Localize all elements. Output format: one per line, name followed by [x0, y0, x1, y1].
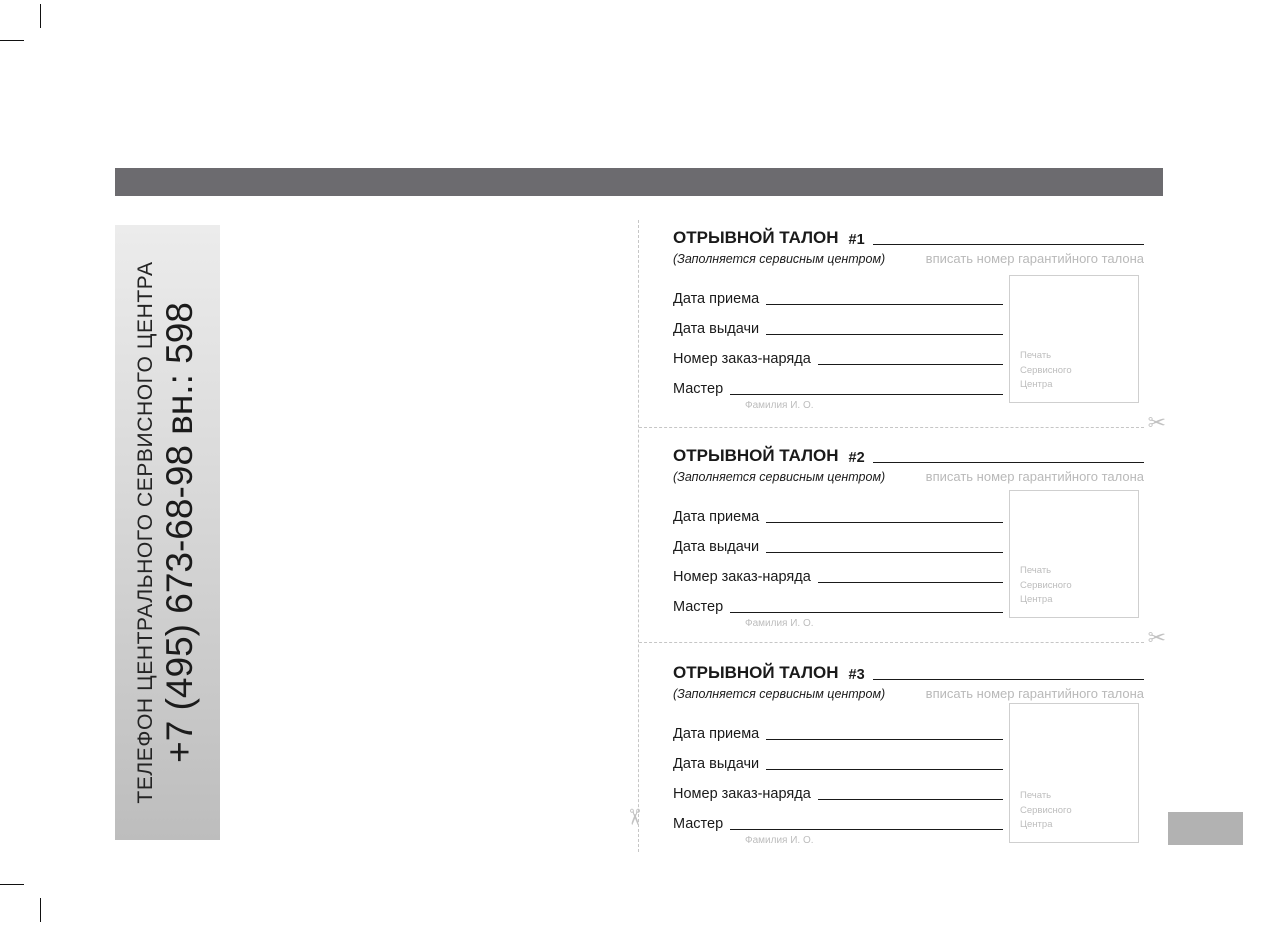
phone-sidebar	[115, 225, 220, 840]
coupon-subtitle: (Заполняется сервисным центром)	[673, 470, 886, 484]
field-label: Дата приема	[673, 726, 760, 742]
scissors-icon: ✂	[622, 807, 648, 827]
stamp-label-line: Сервисного	[1020, 579, 1072, 591]
coupon-number: #1	[848, 232, 865, 248]
stamp-label-line: Сервисного	[1020, 364, 1072, 376]
master-name-hint: Фамилия И. О.	[745, 618, 814, 629]
field-date-received	[673, 498, 1003, 528]
field-label: Дата выдачи	[673, 756, 760, 772]
field-master	[673, 805, 1003, 846]
coupon-subtitle-row	[673, 686, 1144, 701]
coupon-number: #2	[848, 450, 865, 466]
service-center-phone: +7 (495) 673-68-98 вн.: 598	[159, 302, 200, 763]
coupon-title: ОТРЫВНОЙ ТАЛОН	[673, 228, 839, 247]
coupon-subtitle-row	[673, 251, 1144, 266]
crop-mark-bottom-left-vertical	[40, 898, 41, 922]
blank-line	[730, 612, 1003, 613]
coupon-title-row	[673, 228, 1144, 248]
blank-line	[730, 394, 1003, 395]
coupon-title-row	[673, 446, 1144, 466]
coupon-fields	[673, 280, 1003, 411]
field-label: Дата приема	[673, 291, 760, 307]
field-label: Номер заказ-наряда	[673, 786, 811, 802]
page-corner-tab	[1168, 812, 1243, 845]
scissors-icon: ✂	[1147, 625, 1166, 650]
warranty-number-blank-line	[873, 244, 1144, 245]
blank-line	[818, 364, 1003, 365]
field-label: Дата выдачи	[673, 539, 760, 555]
field-date-issued	[673, 528, 1003, 558]
stamp-box	[1009, 703, 1139, 843]
field-order-number	[673, 558, 1003, 588]
coupon-title: ОТРЫВНОЙ ТАЛОН	[673, 663, 839, 682]
master-name-hint: Фамилия И. О.	[745, 835, 814, 846]
field-label: Мастер	[673, 381, 724, 397]
coupon-subtitle: (Заполняется сервисным центром)	[673, 252, 886, 266]
field-date-received	[673, 280, 1003, 310]
field-label: Дата выдачи	[673, 321, 760, 337]
warranty-number-hint: вписать номер гарантийного талона	[925, 469, 1144, 484]
stamp-label-line: Печать	[1020, 564, 1052, 576]
blank-line	[766, 739, 1003, 740]
crop-mark-bottom-left-horizontal	[0, 884, 24, 885]
coupon-fields	[673, 715, 1003, 846]
blank-line	[766, 769, 1003, 770]
stamp-label-line: Печать	[1020, 349, 1052, 361]
stamp-box	[1009, 275, 1139, 403]
field-order-number	[673, 340, 1003, 370]
blank-line	[766, 552, 1003, 553]
stamp-label-line: Центра	[1020, 819, 1053, 831]
blank-line	[766, 522, 1003, 523]
crop-mark-top-left-vertical	[40, 4, 41, 28]
crop-mark-top-left-horizontal	[0, 40, 24, 41]
stamp-label-line: Центра	[1020, 379, 1053, 391]
warranty-number-blank-line	[873, 462, 1144, 463]
field-label: Номер заказ-наряда	[673, 569, 811, 585]
service-center-label: ТЕЛЕФОН ЦЕНТРАЛЬНОГО СЕРВИСНОГО ЦЕНТРА	[134, 261, 157, 804]
coupon-subtitle-row	[673, 469, 1144, 484]
warranty-number-hint: вписать номер гарантийного талона	[925, 686, 1144, 701]
blank-line	[818, 799, 1003, 800]
warranty-number-hint: вписать номер гарантийного талона	[925, 251, 1144, 266]
coupon-title-row	[673, 663, 1144, 683]
coupons-area	[622, 220, 1166, 852]
blank-line	[766, 304, 1003, 305]
coupon-1	[639, 220, 1144, 428]
coupon-fields	[673, 498, 1003, 629]
stamp-label-line: Сервисного	[1020, 804, 1072, 816]
master-name-hint: Фамилия И. О.	[745, 400, 814, 411]
field-label: Мастер	[673, 816, 724, 832]
phone-sidebar-rotated-text	[115, 225, 220, 840]
field-label: Номер заказ-наряда	[673, 351, 811, 367]
coupon-subtitle: (Заполняется сервисным центром)	[673, 687, 886, 701]
coupon-2	[639, 428, 1144, 643]
blank-line	[766, 334, 1003, 335]
blank-line	[818, 582, 1003, 583]
scissors-icon: ✂	[1147, 410, 1166, 435]
field-label: Мастер	[673, 599, 724, 615]
coupon-number: #3	[848, 667, 865, 683]
field-date-issued	[673, 745, 1003, 775]
field-order-number	[673, 775, 1003, 805]
blank-line	[730, 829, 1003, 830]
field-master	[673, 588, 1003, 629]
stamp-label-line: Печать	[1020, 789, 1052, 801]
stamp-box	[1009, 490, 1139, 618]
field-master	[673, 370, 1003, 411]
field-date-issued	[673, 310, 1003, 340]
coupon-3	[639, 643, 1144, 852]
field-label: Дата приема	[673, 509, 760, 525]
stamp-label-line: Центра	[1020, 594, 1053, 606]
field-date-received	[673, 715, 1003, 745]
coupon-title: ОТРЫВНОЙ ТАЛОН	[673, 446, 839, 465]
header-bar	[115, 168, 1163, 196]
warranty-number-blank-line	[873, 679, 1144, 680]
